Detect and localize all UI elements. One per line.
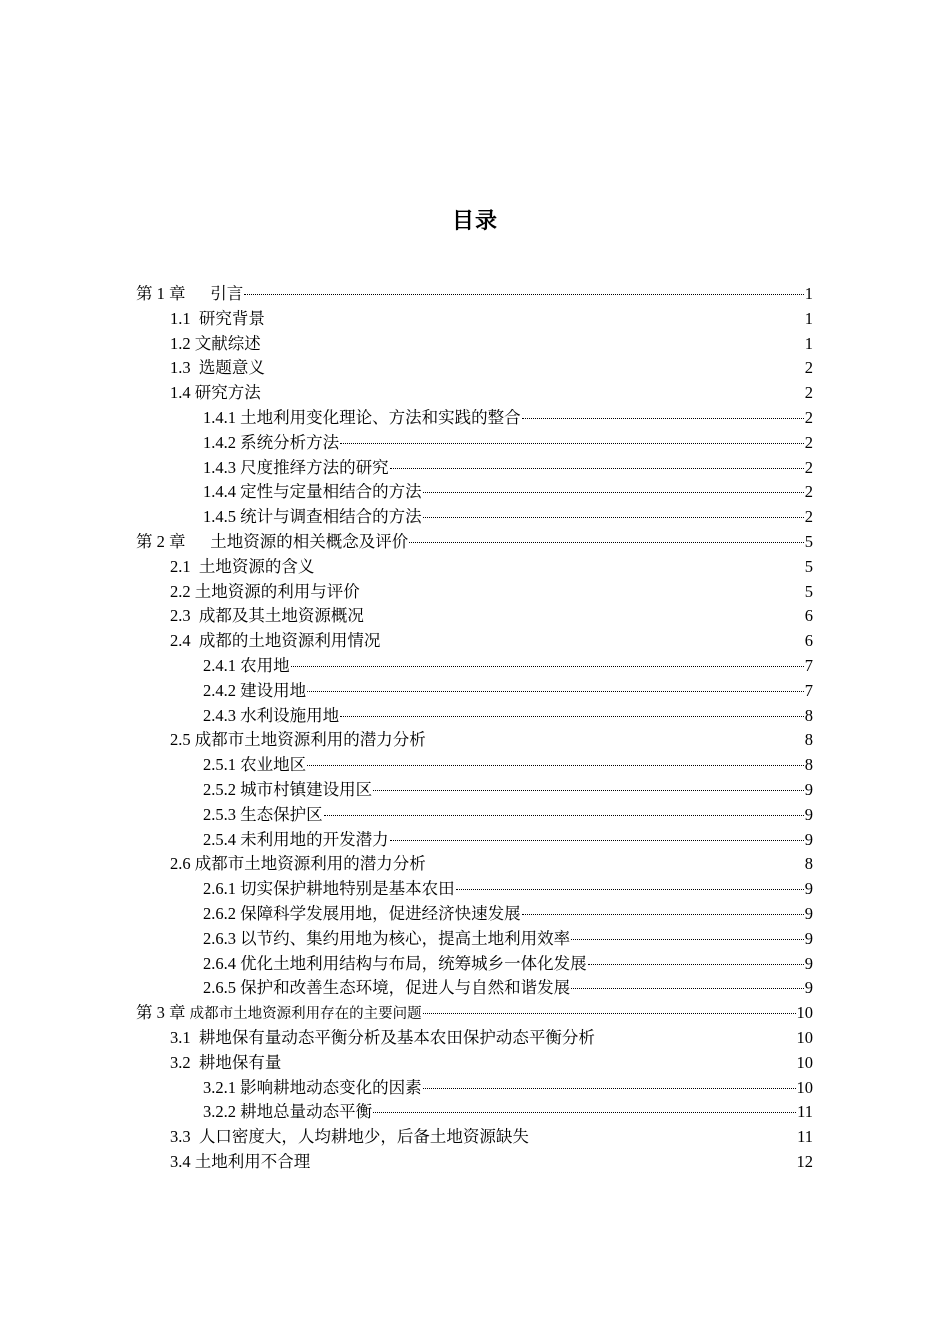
dot-leader <box>571 988 804 989</box>
toc-entry[interactable] <box>203 828 813 853</box>
dot-leader <box>390 468 804 469</box>
dot-leader <box>571 939 804 940</box>
toc-page-number: 8 <box>804 705 813 725</box>
toc-page-number: 10 <box>796 1003 813 1023</box>
toc-entry-label: 2.4.1 农用地 <box>203 655 290 675</box>
toc-entry-label: 第 1 章 引言 <box>136 284 244 303</box>
toc-entry-label: 3.2 耕地保有量 <box>170 1052 282 1072</box>
toc-page-number: 10 <box>796 1052 813 1072</box>
toc-entry[interactable] <box>170 629 813 654</box>
dot-leader <box>588 964 804 965</box>
toc-entry-label: 2.6.2 保障科学发展用地，促进经济快速发展 <box>203 903 521 923</box>
toc-page-number: 8 <box>804 730 813 750</box>
dot-leader <box>324 815 804 816</box>
toc-entry[interactable] <box>203 902 813 927</box>
dot-leader <box>390 840 804 841</box>
dot-leader <box>423 1013 796 1014</box>
toc-page-number: 1 <box>804 333 813 353</box>
toc-entry[interactable] <box>170 381 813 406</box>
toc-page-number: 2 <box>804 432 813 452</box>
toc-page-number: 9 <box>804 829 813 849</box>
toc-entry[interactable] <box>203 406 813 431</box>
toc-entry-label: 3.2.2 耕地总量动态平衡 <box>203 1102 373 1122</box>
toc-page-number: 6 <box>804 631 813 651</box>
toc-entry[interactable] <box>203 704 813 729</box>
toc-entry-label: 2.5.2 城市村镇建设用区 <box>203 779 373 799</box>
toc-entry[interactable] <box>170 555 813 580</box>
toc-entry-label: 2.6 成都市土地资源利用的潜力分析 <box>170 854 426 874</box>
toc-entry[interactable] <box>203 753 813 778</box>
toc-page-number: 5 <box>804 556 813 576</box>
toc-entry[interactable] <box>170 356 813 381</box>
toc-entry-label: 1.2 文献综述 <box>170 333 261 353</box>
toc-entry[interactable] <box>170 1026 813 1051</box>
toc-page-number: 5 <box>804 581 813 601</box>
toc-entry-label: 1.4.4 定性与定量相结合的方法 <box>203 482 422 502</box>
toc-entry-label: 3.3 人口密度大，人均耕地少，后备土地资源缺失 <box>170 1127 529 1147</box>
dot-leader <box>423 517 804 518</box>
toc-page-number: 11 <box>797 1127 813 1147</box>
dot-leader <box>340 443 804 444</box>
toc-entry[interactable] <box>136 530 813 555</box>
toc-entry-label: 2.4.2 建设用地 <box>203 680 307 700</box>
toc-entry[interactable] <box>203 456 813 481</box>
toc-entry[interactable] <box>170 728 813 753</box>
dot-leader <box>307 691 804 692</box>
table-of-contents <box>0 282 950 1175</box>
toc-entry-label: 2.3 成都及其土地资源概况 <box>170 606 364 626</box>
toc-page-number: 2 <box>804 358 813 378</box>
dot-leader <box>522 418 804 419</box>
page-title: 目录 <box>451 209 498 234</box>
toc-entry[interactable] <box>170 1125 813 1150</box>
toc-entry-label: 2.4 成都的土地资源利用情况 <box>170 631 381 651</box>
toc-entry[interactable] <box>203 431 813 456</box>
toc-entry[interactable] <box>203 877 813 902</box>
toc-page-number: 9 <box>804 779 813 799</box>
toc-entry[interactable] <box>136 1001 813 1026</box>
toc-entry-label: 2.5 成都市土地资源利用的潜力分析 <box>170 730 426 750</box>
toc-entry[interactable] <box>136 282 813 307</box>
toc-entry-label: 1.4.2 系统分析方法 <box>203 432 340 452</box>
toc-entry-label: 2.5.1 农业地区 <box>203 755 307 775</box>
dot-leader <box>409 542 804 543</box>
toc-entry[interactable] <box>170 332 813 357</box>
toc-entry-label: 1.4 研究方法 <box>170 383 261 403</box>
toc-page-number: 7 <box>804 680 813 700</box>
toc-entry[interactable] <box>203 927 813 952</box>
toc-entry[interactable] <box>170 1150 813 1175</box>
toc-entry[interactable] <box>170 604 813 629</box>
toc-page-number: 9 <box>804 928 813 948</box>
toc-page-number: 7 <box>804 655 813 675</box>
toc-entry-label: 第 3 章 <box>136 1003 190 1023</box>
toc-entry[interactable] <box>203 1076 813 1101</box>
toc-entry-label: 3.1 耕地保有量动态平衡分析及基本农田保护动态平衡分析 <box>170 1027 595 1047</box>
toc-entry-label: 1.4.5 统计与调查相结合的方法 <box>203 507 422 527</box>
toc-entry-label: 2.2 土地资源的利用与评价 <box>170 581 360 601</box>
toc-page-number: 2 <box>804 482 813 502</box>
toc-entry-label: 2.6.5 保护和改善生态环境，促进人与自然和谐发展 <box>203 978 571 998</box>
toc-entry-label: 2.5.3 生态保护区 <box>203 804 323 824</box>
dot-leader <box>423 1088 796 1089</box>
toc-entry-label: 1.4.3 尺度推绎方法的研究 <box>203 457 389 477</box>
toc-entry[interactable] <box>203 976 813 1001</box>
toc-entry-label: 2.6.1 切实保护耕地特别是基本农田 <box>203 879 455 899</box>
toc-page-number: 2 <box>804 507 813 527</box>
toc-page-number: 2 <box>804 407 813 427</box>
dot-leader <box>373 1112 796 1113</box>
toc-page-number: 9 <box>804 953 813 973</box>
toc-page-number: 8 <box>804 755 813 775</box>
toc-entry-label: 1.1 研究背景 <box>170 308 265 328</box>
toc-entry[interactable] <box>170 852 813 877</box>
dot-leader <box>291 666 804 667</box>
dot-leader <box>373 790 804 791</box>
toc-page-number: 9 <box>804 879 813 899</box>
toc-page-number: 1 <box>804 284 813 303</box>
toc-entry-label: 3.4 土地利用不合理 <box>170 1151 311 1171</box>
toc-page-number: 10 <box>796 1077 813 1097</box>
dot-leader <box>244 294 804 295</box>
toc-entry[interactable] <box>203 480 813 505</box>
toc-entry-label: 1.3 选题意义 <box>170 358 265 378</box>
toc-entry-label: 2.5.4 未利用地的开发潜力 <box>203 829 389 849</box>
toc-entry-label: 第 2 章 土地资源的相关概念及评价 <box>136 531 409 551</box>
toc-entry[interactable] <box>203 1100 813 1125</box>
toc-entry-label: 2.6.3 以节约、集约用地为核心，提高土地利用效率 <box>203 928 571 948</box>
toc-page-number: 11 <box>797 1102 813 1122</box>
dot-leader <box>522 914 804 915</box>
toc-entry-label: 2.6.4 优化土地利用结构与布局，统筹城乡一体化发展 <box>203 953 587 973</box>
toc-page-number: 12 <box>796 1151 813 1171</box>
toc-page-number: 9 <box>804 978 813 998</box>
toc-page-number: 6 <box>804 606 813 626</box>
toc-entry[interactable] <box>203 654 813 679</box>
toc-entry-label: 3.2.1 影响耕地动态变化的因素 <box>203 1077 422 1097</box>
toc-entry-label: 1.4.1 土地利用变化理论、方法和实践的整合 <box>203 407 521 427</box>
dot-leader <box>423 492 804 493</box>
toc-entry[interactable] <box>170 1051 813 1076</box>
toc-page-number: 1 <box>804 308 813 328</box>
toc-page-number: 10 <box>796 1027 813 1047</box>
toc-entry[interactable] <box>203 952 813 977</box>
toc-entry-label-small: 成都市土地资源利用存在的主要问题 <box>189 1006 422 1023</box>
dot-leader <box>307 765 804 766</box>
toc-entry[interactable] <box>203 679 813 704</box>
toc-page-number: 5 <box>804 531 813 551</box>
toc-entry[interactable] <box>170 307 813 332</box>
toc-page-number: 9 <box>804 804 813 824</box>
toc-entry-label: 2.4.3 水利设施用地 <box>203 705 340 725</box>
dot-leader <box>340 716 804 717</box>
toc-entry[interactable] <box>203 505 813 530</box>
toc-page-number: 8 <box>804 854 813 874</box>
toc-entry[interactable] <box>203 778 813 803</box>
toc-page-number: 2 <box>804 383 813 403</box>
toc-entry[interactable] <box>170 580 813 605</box>
toc-page-number: 2 <box>804 457 813 477</box>
dot-leader <box>456 889 804 890</box>
toc-page-number: 9 <box>804 903 813 923</box>
toc-entry-label: 2.1 土地资源的含义 <box>170 556 315 576</box>
toc-entry[interactable] <box>203 803 813 828</box>
